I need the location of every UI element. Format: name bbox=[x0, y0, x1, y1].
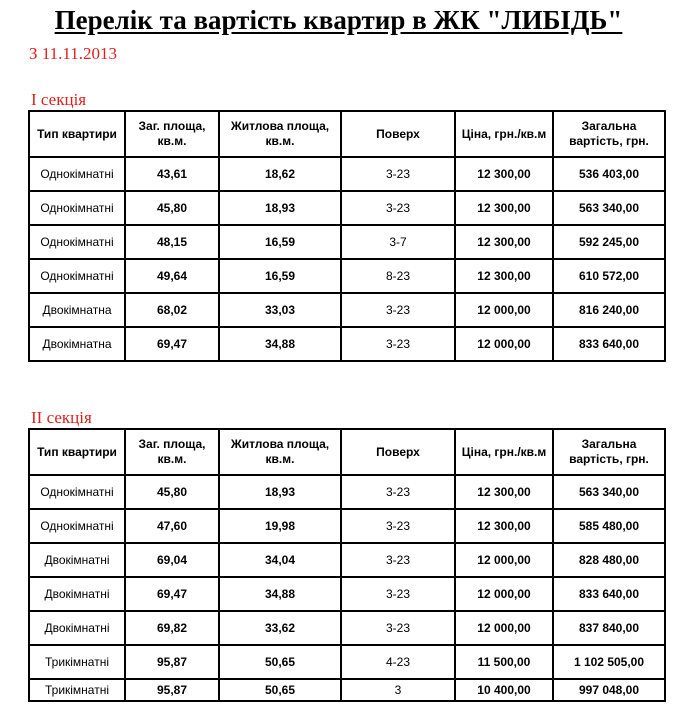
cell-total-area: 69,47 bbox=[125, 577, 219, 611]
cell-total-cost: 833 640,00 bbox=[553, 577, 665, 611]
cell-living-area: 34,88 bbox=[219, 577, 341, 611]
table-row bbox=[29, 293, 665, 327]
table-row bbox=[29, 225, 665, 259]
cell-floor: 3 bbox=[341, 679, 455, 701]
cell-price: 12 000,00 bbox=[455, 611, 553, 645]
cell-type: Однокімнатні bbox=[29, 157, 125, 191]
cell-type: Трикімнатні bbox=[29, 645, 125, 679]
cell-total-cost: 828 480,00 bbox=[553, 543, 665, 577]
cell-floor: 3-23 bbox=[341, 293, 455, 327]
cell-type: Двокімнатна bbox=[29, 327, 125, 361]
cell-total-area: 95,87 bbox=[125, 645, 219, 679]
cell-floor: 3-23 bbox=[341, 509, 455, 543]
header-total-area: Заг. площа, кв.м. bbox=[125, 111, 219, 157]
cell-floor: 3-23 bbox=[341, 157, 455, 191]
table-row bbox=[29, 191, 665, 225]
cell-type: Однокімнатні bbox=[29, 259, 125, 293]
cell-type: Двокімнатна bbox=[29, 293, 125, 327]
table-row bbox=[29, 543, 665, 577]
table-row bbox=[29, 611, 665, 645]
header-total-cost: Загальна вартість, грн. bbox=[553, 429, 665, 475]
table-row bbox=[29, 157, 665, 191]
cell-living-area: 16,59 bbox=[219, 225, 341, 259]
cell-floor: 4-23 bbox=[341, 645, 455, 679]
cell-total-cost: 816 240,00 bbox=[553, 293, 665, 327]
cell-living-area: 16,59 bbox=[219, 259, 341, 293]
header-type: Тип квартири bbox=[29, 429, 125, 475]
cell-price: 10 400,00 bbox=[455, 679, 553, 701]
section-title-1: I секція bbox=[31, 90, 87, 109]
section-2-body bbox=[29, 475, 665, 701]
table-header-row bbox=[29, 111, 665, 157]
cell-floor: 3-23 bbox=[341, 543, 455, 577]
cell-floor: 3-23 bbox=[341, 611, 455, 645]
cell-living-area: 18,62 bbox=[219, 157, 341, 191]
cell-total-area: 48,15 bbox=[125, 225, 219, 259]
table-row bbox=[29, 679, 665, 701]
cell-total-area: 45,80 bbox=[125, 475, 219, 509]
cell-type: Однокімнатні bbox=[29, 475, 125, 509]
apartments-table-section-1 bbox=[28, 110, 666, 362]
table-header-row bbox=[29, 429, 665, 475]
cell-total-area: 69,82 bbox=[125, 611, 219, 645]
table-row bbox=[29, 259, 665, 293]
cell-living-area: 19,98 bbox=[219, 509, 341, 543]
header-floor: Поверх bbox=[341, 111, 455, 157]
section-1-body bbox=[29, 157, 665, 361]
cell-type: Однокімнатні bbox=[29, 225, 125, 259]
table-row bbox=[29, 327, 665, 361]
cell-price: 12 300,00 bbox=[455, 157, 553, 191]
cell-total-cost: 833 640,00 bbox=[553, 327, 665, 361]
cell-price: 12 000,00 bbox=[455, 327, 553, 361]
cell-type: Двокімнатні bbox=[29, 543, 125, 577]
cell-living-area: 33,62 bbox=[219, 611, 341, 645]
cell-total-cost: 610 572,00 bbox=[553, 259, 665, 293]
cell-type: Однокімнатні bbox=[29, 191, 125, 225]
header-living-area: Житлова площа, кв.м. bbox=[219, 429, 341, 475]
header-floor: Поверх bbox=[341, 429, 455, 475]
table-row bbox=[29, 509, 665, 543]
cell-floor: 3-23 bbox=[341, 577, 455, 611]
header-price: Ціна, грн./кв.м bbox=[455, 111, 553, 157]
cell-living-area: 34,04 bbox=[219, 543, 341, 577]
table-row bbox=[29, 577, 665, 611]
cell-total-area: 43,61 bbox=[125, 157, 219, 191]
cell-total-area: 95,87 bbox=[125, 679, 219, 701]
cell-living-area: 33,03 bbox=[219, 293, 341, 327]
cell-living-area: 50,65 bbox=[219, 645, 341, 679]
cell-total-cost: 536 403,00 bbox=[553, 157, 665, 191]
apartments-table-section-2 bbox=[28, 428, 666, 702]
page-title: Перелік та вартість квартир в ЖК "ЛИБІДЬ" bbox=[54, 5, 623, 35]
cell-price: 12 000,00 bbox=[455, 577, 553, 611]
cell-floor: 3-23 bbox=[341, 475, 455, 509]
effective-date: З 11.11.2013 bbox=[29, 44, 118, 63]
cell-floor: 8-23 bbox=[341, 259, 455, 293]
cell-total-cost: 585 480,00 bbox=[553, 509, 665, 543]
header-price: Ціна, грн./кв.м bbox=[455, 429, 553, 475]
cell-total-cost: 1 102 505,00 bbox=[553, 645, 665, 679]
cell-price: 12 300,00 bbox=[455, 475, 553, 509]
header-type: Тип квартири bbox=[29, 111, 125, 157]
cell-total-area: 69,47 bbox=[125, 327, 219, 361]
cell-total-area: 69,04 bbox=[125, 543, 219, 577]
cell-total-area: 68,02 bbox=[125, 293, 219, 327]
cell-total-cost: 592 245,00 bbox=[553, 225, 665, 259]
cell-living-area: 50,65 bbox=[219, 679, 341, 701]
cell-price: 12 300,00 bbox=[455, 225, 553, 259]
cell-floor: 3-7 bbox=[341, 225, 455, 259]
header-total-area: Заг. площа, кв.м. bbox=[125, 429, 219, 475]
cell-floor: 3-23 bbox=[341, 327, 455, 361]
cell-price: 12 000,00 bbox=[455, 543, 553, 577]
cell-living-area: 18,93 bbox=[219, 191, 341, 225]
cell-price: 11 500,00 bbox=[455, 645, 553, 679]
cell-total-cost: 997 048,00 bbox=[553, 679, 665, 701]
cell-type: Двокімнатні bbox=[29, 611, 125, 645]
cell-living-area: 34,88 bbox=[219, 327, 341, 361]
cell-living-area: 18,93 bbox=[219, 475, 341, 509]
cell-type: Двокімнатні bbox=[29, 577, 125, 611]
cell-total-area: 49,64 bbox=[125, 259, 219, 293]
cell-total-area: 45,80 bbox=[125, 191, 219, 225]
header-living-area: Житлова площа, кв.м. bbox=[219, 111, 341, 157]
cell-price: 12 300,00 bbox=[455, 259, 553, 293]
cell-total-area: 47,60 bbox=[125, 509, 219, 543]
cell-type: Трикімнатні bbox=[29, 679, 125, 701]
cell-type: Однокімнатні bbox=[29, 509, 125, 543]
table-row bbox=[29, 645, 665, 679]
cell-total-cost: 563 340,00 bbox=[553, 191, 665, 225]
cell-price: 12 300,00 bbox=[455, 509, 553, 543]
cell-total-cost: 837 840,00 bbox=[553, 611, 665, 645]
cell-total-cost: 563 340,00 bbox=[553, 475, 665, 509]
table-row bbox=[29, 475, 665, 509]
cell-price: 12 000,00 bbox=[455, 293, 553, 327]
cell-price: 12 300,00 bbox=[455, 191, 553, 225]
section-title-2: II секція bbox=[31, 408, 92, 427]
header-total-cost: Загальна вартість, грн. bbox=[553, 111, 665, 157]
cell-floor: 3-23 bbox=[341, 191, 455, 225]
